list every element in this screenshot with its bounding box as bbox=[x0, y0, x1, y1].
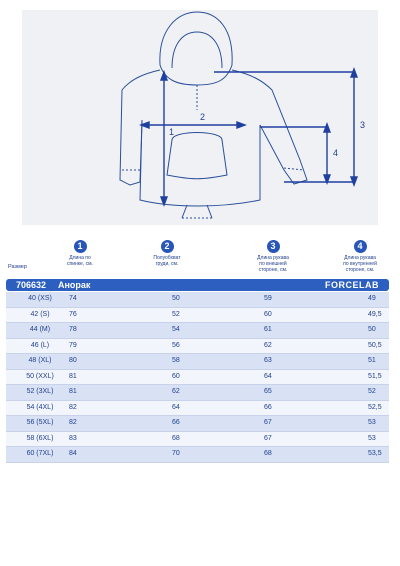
measure-number-3: 3 bbox=[267, 240, 280, 253]
half-chest-cell: 52 bbox=[172, 310, 180, 318]
outer-sleeve-cell: 63 bbox=[264, 357, 272, 364]
inner-sleeve-cell: 51 bbox=[368, 357, 376, 364]
inner-sleeve-cell: 52 bbox=[368, 388, 376, 395]
measure-label-3-line2: по внешней bbox=[259, 261, 287, 267]
size-cell: 56 (5XL) bbox=[26, 419, 54, 426]
half-chest-cell: 58 bbox=[172, 357, 180, 364]
size-cell: 54 (4XL) bbox=[26, 403, 54, 411]
size-cell: 52 (3XL) bbox=[26, 388, 54, 395]
product-name: Анорак bbox=[58, 280, 91, 290]
measure-label-3-line3: стороне, см. bbox=[258, 267, 288, 273]
inner-sleeve-cell: 53 bbox=[368, 434, 376, 442]
table-row bbox=[6, 416, 389, 432]
back-length-cell: 82 bbox=[69, 419, 77, 426]
half-chest-cell: 68 bbox=[172, 434, 180, 442]
measure-label-1-line2: спинке, см. bbox=[67, 261, 93, 267]
back-length-cell: 76 bbox=[69, 310, 77, 318]
table-row bbox=[6, 401, 389, 417]
outer-sleeve-cell: 67 bbox=[264, 434, 272, 442]
measure-label-4-line1: Длина рукава bbox=[344, 255, 376, 261]
outer-sleeve-cell: 62 bbox=[264, 341, 272, 349]
half-chest-cell: 54 bbox=[172, 326, 180, 333]
back-length-cell: 82 bbox=[69, 403, 77, 411]
product-article: 706632 bbox=[16, 280, 47, 290]
size-cell: 50 (XXL) bbox=[26, 372, 54, 380]
column-header-2 bbox=[138, 240, 196, 267]
outer-sleeve-cell: 59 bbox=[264, 295, 272, 302]
outer-sleeve-cell: 67 bbox=[264, 419, 272, 426]
back-length-cell: 74 bbox=[69, 295, 77, 302]
size-cell: 60 (7XL) bbox=[26, 450, 54, 457]
measure-label-4-line3: стороне, см. bbox=[345, 267, 375, 273]
table-row bbox=[6, 370, 389, 386]
table-row bbox=[6, 292, 389, 308]
column-header-3 bbox=[244, 240, 302, 273]
back-length-cell: 81 bbox=[69, 372, 77, 380]
back-length-cell: 81 bbox=[69, 388, 77, 395]
table-row bbox=[6, 308, 389, 324]
table-row bbox=[6, 354, 389, 370]
back-length-cell: 79 bbox=[69, 341, 77, 349]
diagram-label-4: 4 bbox=[333, 148, 339, 158]
measure-label-2-line1: Полуобхват bbox=[153, 255, 181, 261]
size-cell: 58 (6XL) bbox=[26, 434, 54, 442]
table-row bbox=[6, 323, 389, 339]
outer-sleeve-cell: 60 bbox=[264, 310, 272, 318]
table-row bbox=[6, 447, 389, 463]
garment-diagram bbox=[22, 10, 378, 225]
outer-sleeve-cell: 64 bbox=[264, 372, 272, 380]
inner-sleeve-cell: 49 bbox=[368, 295, 376, 302]
table-row bbox=[6, 432, 389, 448]
outer-sleeve-cell: 61 bbox=[264, 326, 272, 333]
measure-label-3-line1: Длина рукава bbox=[257, 255, 289, 261]
inner-sleeve-cell: 49,5 bbox=[368, 310, 382, 318]
measure-number-1: 1 bbox=[74, 240, 87, 253]
half-chest-cell: 70 bbox=[172, 450, 180, 457]
half-chest-cell: 66 bbox=[172, 419, 180, 426]
inner-sleeve-cell: 50 bbox=[368, 326, 376, 333]
table-row bbox=[6, 339, 389, 355]
outer-sleeve-cell: 66 bbox=[264, 403, 272, 411]
inner-sleeve-cell: 53,5 bbox=[368, 450, 382, 457]
size-cell: 48 (XL) bbox=[28, 357, 52, 364]
half-chest-cell: 64 bbox=[172, 403, 180, 411]
size-column-header: Размер bbox=[8, 264, 27, 270]
measure-label-1-line1: Длина по bbox=[69, 255, 91, 261]
size-cell: 44 (M) bbox=[29, 326, 51, 333]
measure-number-2: 2 bbox=[161, 240, 174, 253]
table-row bbox=[6, 385, 389, 401]
measure-label-2-line2: груди, см. bbox=[155, 261, 179, 267]
measure-label-4-line2: по внутренней bbox=[343, 261, 377, 267]
column-header-1 bbox=[52, 240, 108, 267]
back-length-cell: 80 bbox=[69, 357, 77, 364]
size-cell: 40 (XS) bbox=[28, 295, 52, 302]
size-cell: 42 (S) bbox=[30, 310, 50, 318]
half-chest-cell: 62 bbox=[172, 388, 180, 395]
outer-sleeve-cell: 68 bbox=[264, 450, 272, 457]
anorak-sketch bbox=[22, 10, 378, 225]
inner-sleeve-cell: 52,5 bbox=[368, 403, 382, 411]
back-length-cell: 84 bbox=[69, 450, 77, 457]
product-band bbox=[6, 279, 389, 291]
diagram-label-1: 1 bbox=[169, 127, 175, 137]
table-header bbox=[0, 240, 400, 278]
column-header-4 bbox=[330, 240, 390, 273]
half-chest-cell: 56 bbox=[172, 341, 180, 349]
half-chest-cell: 50 bbox=[172, 295, 180, 302]
size-cell: 46 (L) bbox=[30, 341, 50, 349]
diagram-label-3: 3 bbox=[360, 120, 366, 130]
inner-sleeve-cell: 50,5 bbox=[368, 341, 382, 349]
diagram-label-2: 2 bbox=[200, 112, 206, 122]
inner-sleeve-cell: 51,5 bbox=[368, 372, 382, 380]
outer-sleeve-cell: 65 bbox=[264, 388, 272, 395]
measure-number-4: 4 bbox=[354, 240, 367, 253]
size-table bbox=[6, 292, 389, 463]
back-length-cell: 78 bbox=[69, 326, 77, 333]
back-length-cell: 83 bbox=[69, 434, 77, 442]
inner-sleeve-cell: 53 bbox=[368, 419, 376, 426]
half-chest-cell: 60 bbox=[172, 372, 180, 380]
brand-name: FORCELAB bbox=[325, 280, 379, 290]
